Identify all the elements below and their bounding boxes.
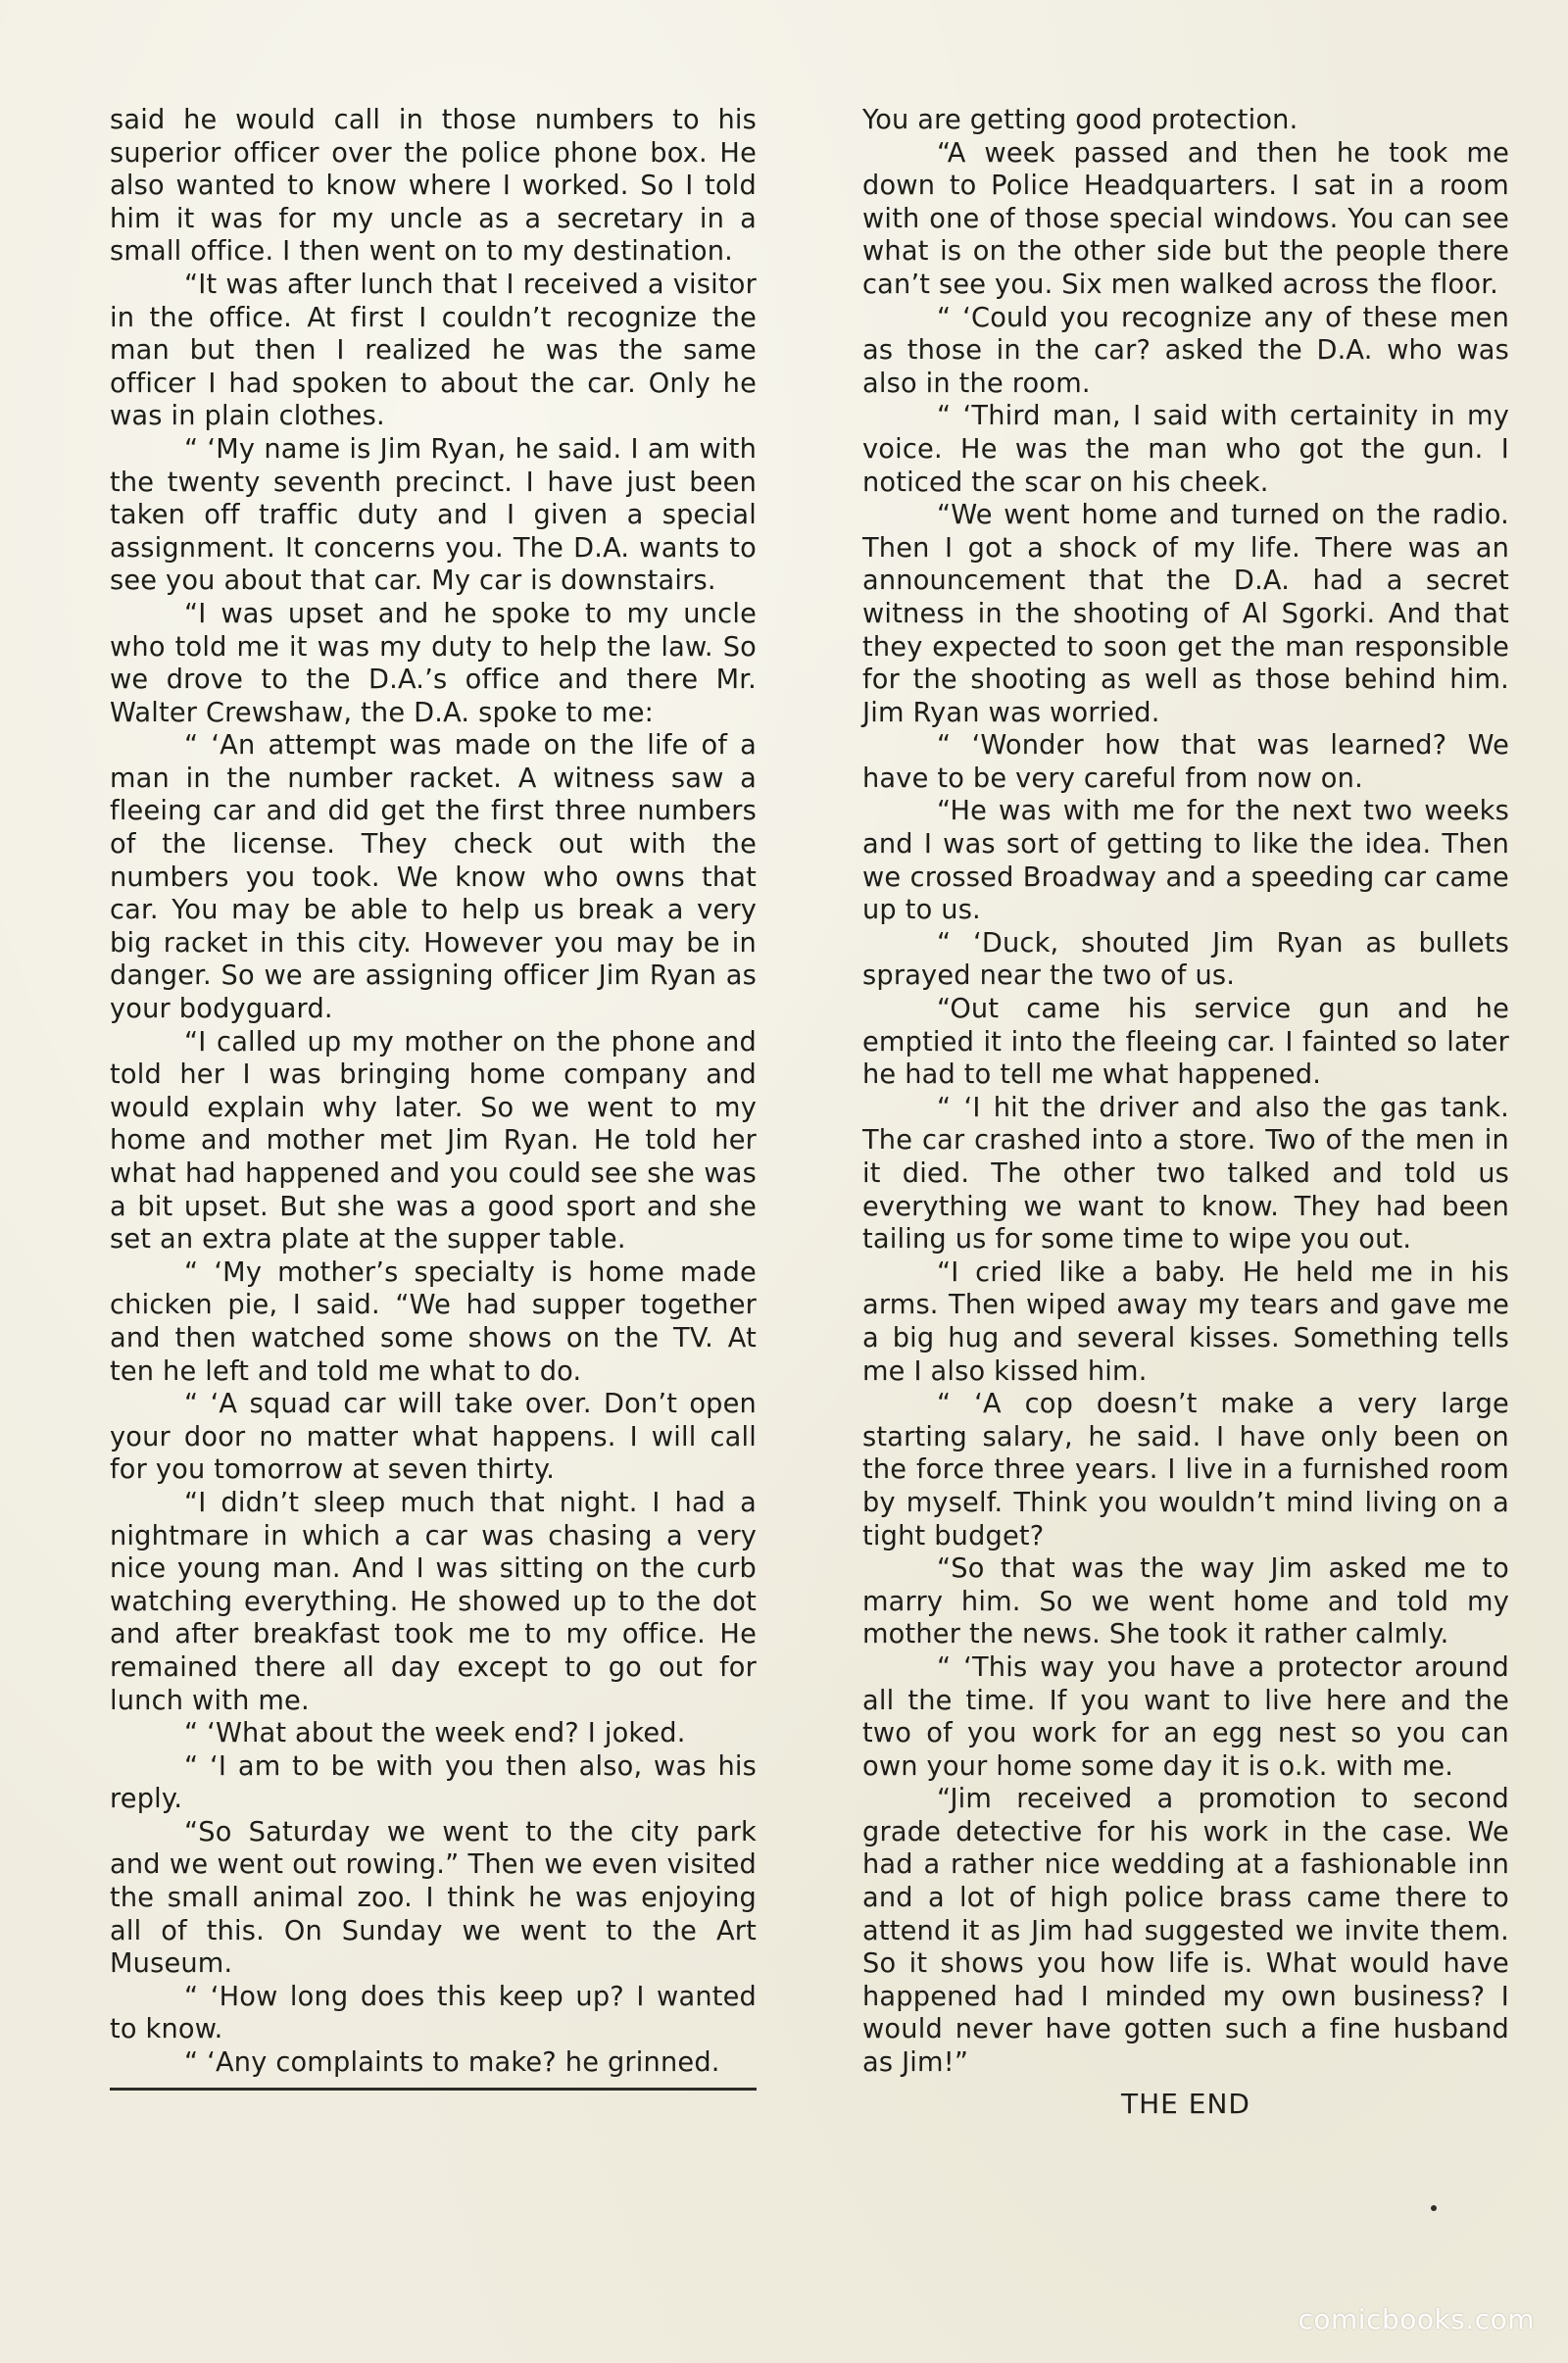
paragraph: “ ‘My mother’s specialty is home made chicken pie, I said. “We had supper together and then watched some shows on the TV. At ten he left and told me what to do. xyxy=(110,1256,757,1387)
paragraph: “ ‘A squad car will take over. Don’t open your door no matter what happens. I will call for you tomorrow at seven thirty. xyxy=(110,1389,757,1486)
paragraph: “ ‘Wonder how that was learned? We have to be very careful from now on. xyxy=(862,730,1509,794)
paragraph: “ ‘Third man, I said with certainity in my voice. He was the man who got the gun. I noticed the scar on his cheek. xyxy=(862,401,1509,498)
paragraph-underlined: “ ‘Any complaints to make? he grinned. xyxy=(110,2046,757,2091)
paragraph: You are getting good protection. xyxy=(862,105,1298,135)
paragraph: “ ‘Could you recognize any of these men as those in the car? asked the D.A. who was also in the room. xyxy=(862,302,1509,399)
paragraph: “I called up my mother on the phone and told her I was bringing home company and would explain why later. So we went to my home and mother met Jim Ryan. He told her what had happened and you could see she was a bit upset. But she was a good sport and she set an extra plate at the supper table. xyxy=(110,1026,757,1255)
ink-speck xyxy=(1431,2205,1437,2211)
paragraph: “It was after lunch that I received a visitor in the office. At first I couldn’t recognize the man but then I realized he was the same officer I had spoken to about the car. Only he was in plain clothes. xyxy=(110,269,757,432)
paragraph: “So that was the way Jim asked me to marry him. So we went home and told my mother the news. She took it rather calmly. xyxy=(862,1553,1509,1650)
paragraph: “ ‘Duck, shouted Jim Ryan as bullets sprayed near the two of us. xyxy=(862,927,1509,992)
paragraph: “ ‘I am to be with you then also, was his reply. xyxy=(110,1750,757,1815)
paragraph: “ ‘How long does this keep up? I wanted to know. xyxy=(110,1981,757,2045)
paragraph: “ ‘A cop doesn’t make a very large starting salary, he said. I have only been on the force three years. I live in a furnished room by myself. Think you wouldn’t mind living on a tight budget? xyxy=(862,1389,1509,1551)
paragraph: said he would call in those numbers to his superior officer over the police phone box. He also wanted to know where I worked. So I told him it was for my uncle as a secretary in a small office. I then went on to my destination. xyxy=(110,105,757,268)
paragraph: “Jim received a promotion to second grade detective for his work in the case. We had a rather nice wedding at a fashionable inn and a lot of high police brass came there to attend it as Jim had suggested we invite them. So it shows you how life is. What would have happened had I minded my own business? I would never have gotten such a fine husband as Jim!” xyxy=(862,1784,1509,2079)
paragraph: “So Saturday we went to the city park and we went out rowing.” Then we even visited the small animal zoo. I think he was enjoying all of this. On Sunday we went to the Art Museum. xyxy=(110,1816,757,1980)
paragraph: “Out came his service gun and he emptied it into the fleeing car. I fainted so later he had to tell me what happened. xyxy=(862,994,1509,1091)
the-end-label: THE END xyxy=(1121,2087,1250,2120)
paragraph: “ ‘This way you have a protector around all the time. If you want to live here and the two of you work for an egg nest so you can own your home some day it is o.k. with me. xyxy=(862,1651,1509,1782)
paragraph: “ ‘I hit the driver and also the gas tank. The car crashed into a store. Two of the men in it died. The other two talked and told us everything we want to know. They had been tailing us for some time to wipe you out. xyxy=(862,1092,1509,1255)
paragraph: “ ‘My name is Jim Ryan, he said. I am with the twenty seventh precinct. I have just been taken off traffic duty and I given a special assignment. It concerns you. The D.A. wants to see you about that car. My car is downstairs. xyxy=(110,433,757,597)
paragraph: “ ‘An attempt was made on the life of a man in the number racket. A witness saw a fleeing car and did get the first three numbers of the license. They check out with the numbers you took. We know who owns that car. You may be able to help us break a very big racket in this city. However you may be in danger. So we are assigning officer Jim Ryan as your bodyguard. xyxy=(110,730,757,1025)
paragraph: “I cried like a baby. He held me in his arms. Then wiped away my tears and gave me a big hug and several kisses. Something tells me I also kissed him. xyxy=(862,1256,1509,1387)
paragraph: “I was upset and he spoke to my uncle who told me it was my duty to help the law. So we drove to the D.A.’s office and there Mr. Walter Crewshaw, the D.A. spoke to me: xyxy=(110,598,757,728)
watermark: comicbooks.com xyxy=(1298,2303,1535,2336)
paragraph: “I didn’t sleep much that night. I had a nightmare in which a car was chasing a very nice young man. And I was sitting on the curb watching everything. He showed up to the dot and after breakfast took me to my office. He remained there all day except to go out for lunch with me. xyxy=(110,1487,757,1716)
right-column xyxy=(862,104,1509,2120)
paragraph: “We went home and turned on the radio. Then I got a shock of my life. There was an announcement that the D.A. had a secret witness in the shooting of Al Sgorki. And that they expected to soon get the man responsible for the shooting as well as those behind him. Jim Ryan was worried. xyxy=(862,500,1509,728)
left-column xyxy=(110,104,757,2091)
paragraph: “He was with me for the next two weeks and I was sort of getting to like the idea. Then we crossed Broadway and a speeding car came up to us. xyxy=(862,796,1509,926)
paragraph: “ ‘What about the week end? I joked. xyxy=(184,1718,686,1749)
paragraph: “A week passed and then he took me down to Police Headquarters. I sat in a room with one of those special windows. You can see what is on the other side but the people there can’t see you. Six men walked across the floor. xyxy=(862,137,1509,300)
